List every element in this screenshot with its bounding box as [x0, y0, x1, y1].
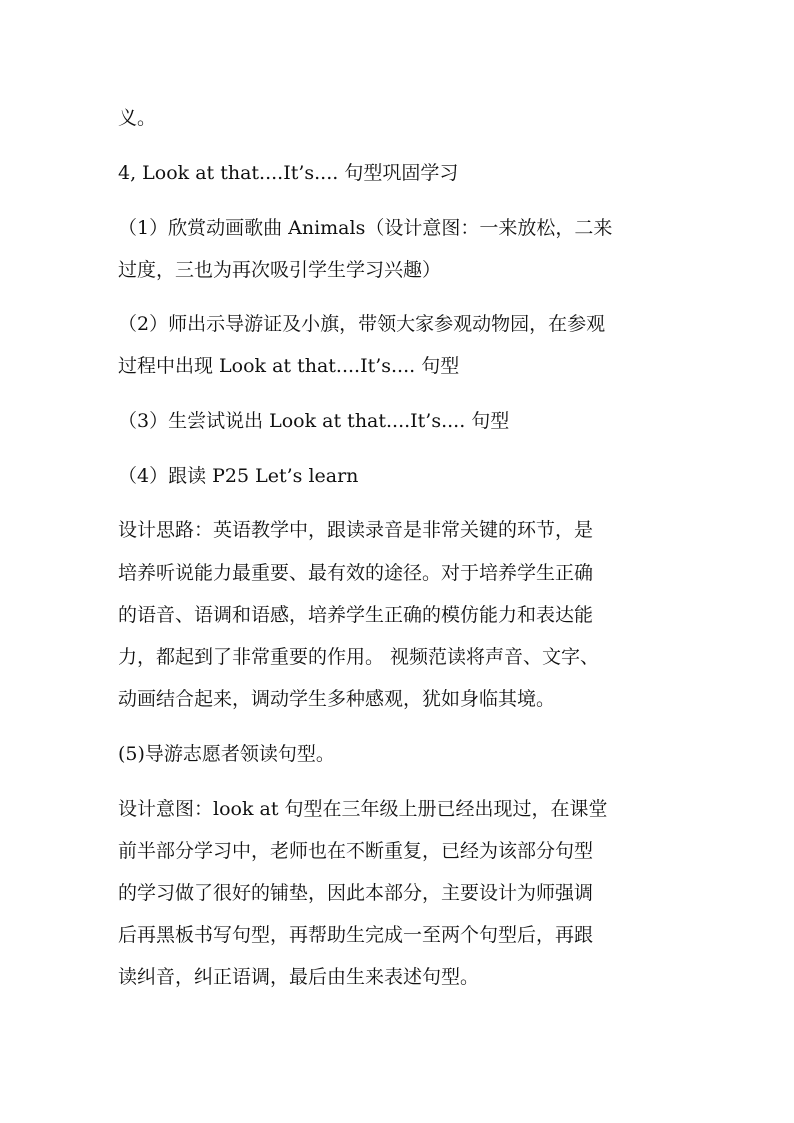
text-line: 动画结合起来，调动学生多种感观，犹如身临其境。 [118, 688, 556, 710]
text-line: 培养听说能力最重要、最有效的途径。对于培养学生正确 [118, 562, 594, 584]
text-line: 的语音、语调和语感，培养学生正确的模仿能力和表达能 [118, 604, 594, 626]
text-line: （3）生尝试说出 Look at that....It’s.... 句型 [118, 410, 510, 432]
text-line: 前半部分学习中，老师也在不断重复，已经为该部分句型 [118, 840, 594, 862]
text-line: （2）师出示导游证及小旗，带领大家参观动物园，在参观 [118, 313, 606, 335]
text-line: (5)导游志愿者领读句型。 [118, 743, 335, 765]
text-line: 后再黑板书写句型，再帮助生完成一至两个句型后，再跟 [118, 924, 594, 946]
text-line: 义。 [118, 107, 157, 129]
text-line: 过程中出现 Look at that....It’s.... 句型 [118, 355, 460, 377]
text-line: 设计思路：英语教学中，跟读录音是非常关键的环节，是 [118, 519, 594, 541]
text-line: （4）跟读 P25 Let’s learn [118, 465, 359, 487]
text-line: 读纠音，纠正语调，最后由生来表述句型。 [118, 966, 480, 988]
text-line: 的学习做了很好的铺垫，因此本部分，主要设计为师强调 [118, 882, 594, 904]
section-heading: 4, Look at that....It’s.... 句型巩固学习 [118, 162, 459, 184]
text-line: 过度，三也为再次吸引学生学习兴趣） [118, 259, 442, 281]
text-line: （1）欣赏动画歌曲 Animals（设计意图：一来放松，二来 [118, 217, 613, 239]
text-line: 设计意图：look at 句型在三年级上册已经出现过，在课堂 [118, 798, 608, 820]
text-line: 力，都起到了非常重要的作用。 视频范读将声音、文字、 [118, 646, 600, 668]
